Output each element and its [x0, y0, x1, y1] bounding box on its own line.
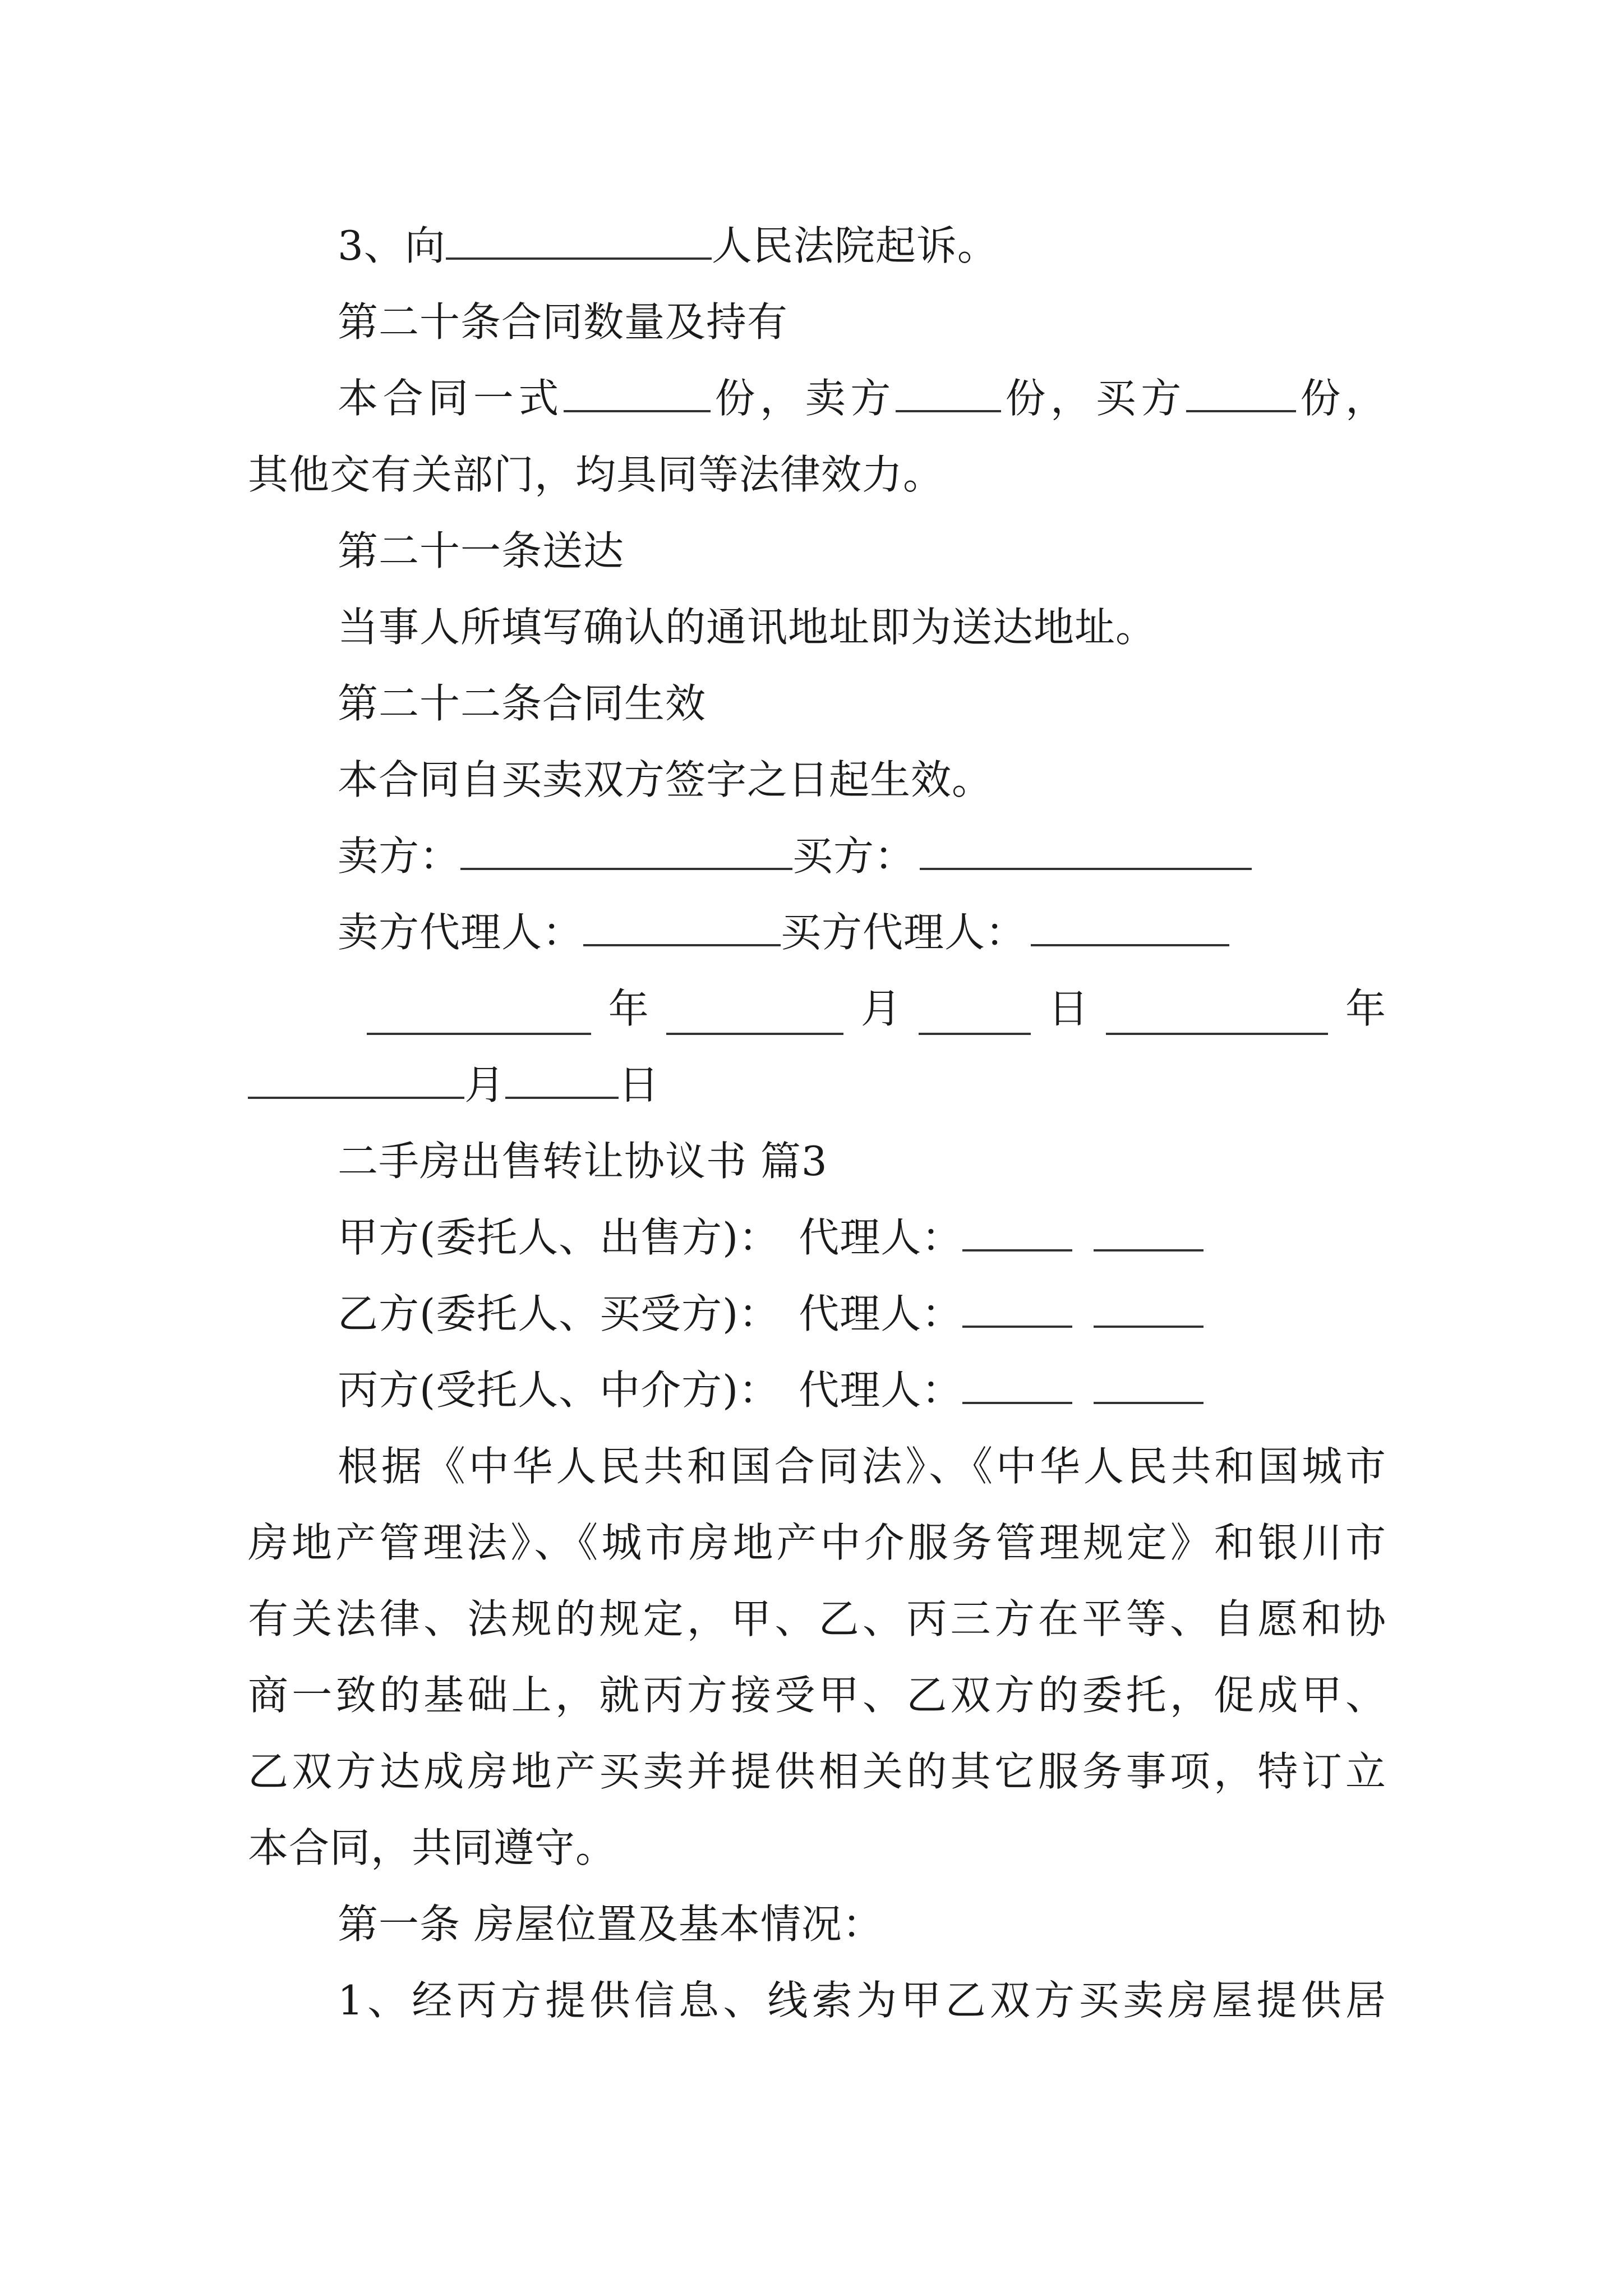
- party-a-line: [248, 1199, 1386, 1276]
- article-20-heading: 第二十条合同数量及持有: [338, 298, 789, 346]
- copies-line-cont: 其他交有关部门，均具同等法律效力。: [248, 451, 944, 498]
- blank-buyer: [920, 836, 1252, 870]
- blank-court: [446, 226, 712, 260]
- label-party-b-agent: 代理人：: [799, 1290, 963, 1337]
- article-1-item-1: 1、经丙方提供信息、线索为甲乙双方买卖房屋提供居: [338, 1977, 1386, 2024]
- preamble-line-6: 本合同，共同遵守。: [248, 1824, 617, 1871]
- blank-copies-buyer: [1186, 379, 1296, 412]
- label-day-2: 日: [619, 1061, 660, 1108]
- blank-month-1: [666, 999, 843, 1035]
- blank-party-b-1: [962, 1294, 1072, 1328]
- label-buyer-agent: 买方代理人：: [781, 909, 1027, 956]
- blank-copies-total: [564, 379, 711, 412]
- blank-seller: [460, 836, 792, 870]
- label-party-a: 甲方(委托人、出售方)：: [338, 1214, 780, 1261]
- blank-party-c-2: [1094, 1370, 1204, 1404]
- label-buyer: 买方：: [792, 832, 916, 880]
- preamble-line-4: 商一致的基础上，就丙方接受甲、乙双方的委托，促成甲、: [248, 1672, 1386, 1719]
- label-party-c-agent: 代理人：: [799, 1366, 963, 1414]
- blank-day-2: [505, 1065, 619, 1099]
- text-copies-d: 份，: [1295, 375, 1386, 422]
- section-title: 二手房出售转让协议书 篇3: [338, 1138, 828, 1185]
- article-1-heading: 第一条 房屋位置及基本情况：: [338, 1901, 883, 1948]
- label-year-2: 年: [1345, 985, 1386, 1032]
- label-seller: 卖方：: [338, 832, 461, 880]
- date-line-1: [248, 970, 1386, 1047]
- party-b-line: [248, 1276, 1386, 1352]
- blank-party-a-2: [1094, 1218, 1204, 1251]
- preamble-line-2: 房地产管理法》、《城市房地产中介服务管理规定》和银川市: [248, 1519, 1386, 1566]
- text-copies-a: 本合同一式: [338, 375, 564, 422]
- blank-year-1: [367, 999, 591, 1035]
- label-party-b: 乙方(委托人、买受方)：: [338, 1290, 780, 1337]
- party-c-line: [248, 1352, 1386, 1428]
- preamble-line-1: 根据《中华人民共和国合同法》、《中华人民共和国城市: [338, 1443, 1386, 1490]
- label-year-1: 年: [608, 985, 649, 1032]
- blank-day-1: [919, 999, 1031, 1035]
- preamble-line-5: 乙双方达成房地产买卖并提供相关的其它服务事项，特订立: [248, 1748, 1386, 1795]
- article-22-heading: 第二十二条合同生效: [338, 680, 707, 727]
- copies-line: [248, 360, 1386, 436]
- label-day-1: 日: [1048, 985, 1089, 1032]
- blank-year-2: [1106, 999, 1328, 1035]
- date-line-2: [248, 1047, 1386, 1123]
- text-court-post: 人民法院起诉。: [711, 222, 998, 269]
- blank-copies-seller: [896, 379, 1001, 412]
- delivery-text: 当事人所填写确认的通讯地址即为送达地址。: [338, 604, 1157, 651]
- signature-line-agents: [248, 894, 1386, 970]
- blank-buyer-agent: [1031, 913, 1229, 946]
- effective-text: 本合同自买卖双方签字之日起生效。: [338, 756, 993, 803]
- text-copies-c: 份，买方: [1000, 375, 1186, 422]
- signature-line-parties: [248, 818, 1386, 894]
- label-party-a-agent: 代理人：: [799, 1214, 963, 1261]
- article-21-heading: 第二十一条送达: [338, 527, 625, 574]
- blank-party-b-2: [1094, 1294, 1204, 1328]
- label-month-2: 月: [464, 1061, 506, 1108]
- label-seller-agent: 卖方代理人：: [338, 909, 584, 956]
- blank-party-c-1: [962, 1370, 1072, 1404]
- label-month-1: 月: [860, 985, 902, 1032]
- preamble-line-3: 有关法律、法规的规定，甲、乙、丙三方在平等、自愿和协: [248, 1595, 1386, 1642]
- blank-party-a-1: [962, 1218, 1072, 1251]
- blank-seller-agent: [583, 913, 781, 946]
- text-copies-b: 份，卖方: [710, 375, 896, 422]
- clause-line-court: [248, 208, 1386, 284]
- blank-month-2: [248, 1065, 464, 1099]
- label-party-c: 丙方(受托人、中介方)：: [338, 1366, 780, 1414]
- text-court-pre: 3、向: [338, 222, 446, 269]
